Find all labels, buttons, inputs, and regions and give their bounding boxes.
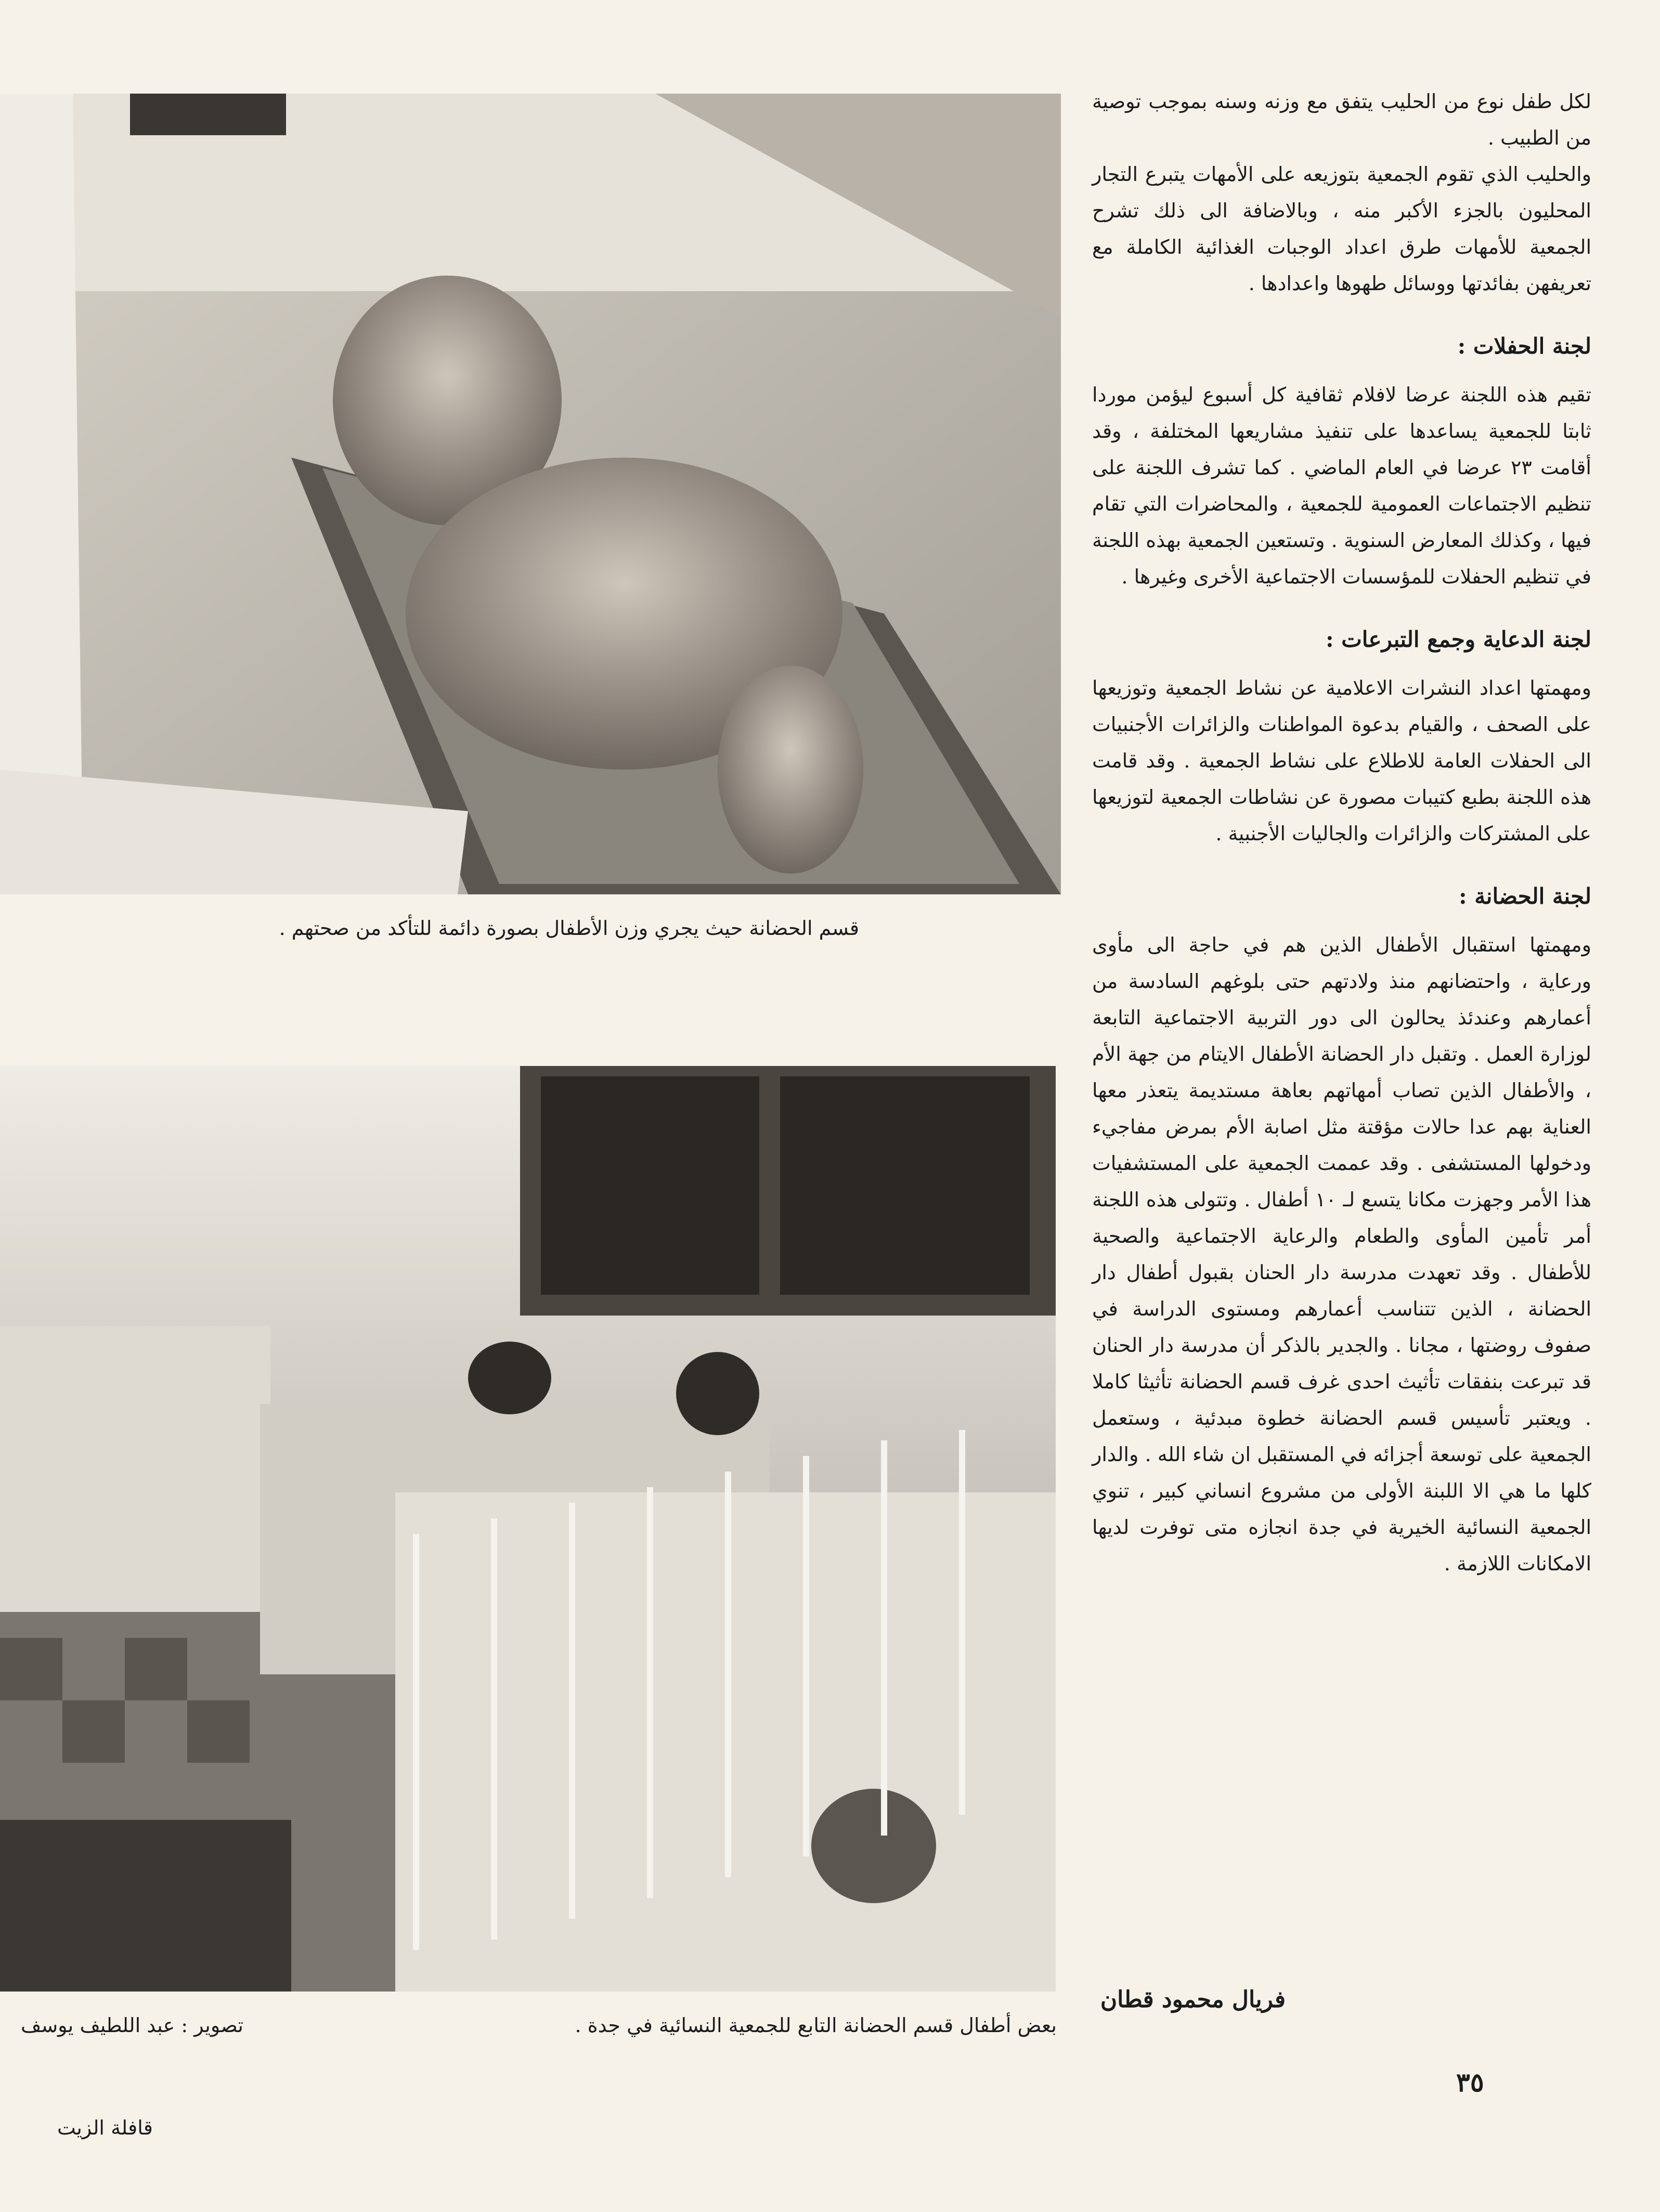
section-heading-nursery: لجنة الحضانة :	[1459, 883, 1591, 909]
caption-top-photo: قسم الحضانة حيث يجري وزن الأطفال بصورة دائمة للتأكد من صحتهم .	[279, 917, 859, 940]
section-body-publicity: ومهمتها اعداد النشرات الاعلامية عن نشاط الجمعية وتوزيعها على الصحف ، والقيام بدعوة المواطنات والزائرات الأجنبيات الى الحفلات العامة للاطلاع على نشاط الجمعية . وقد قامت هذه اللجنة بطبع كتيبات مصورة عن نشاطات الجمعية لتوزيعها على المشتركات والزائرات والجاليات الأجنبية .	[1092, 676, 1591, 845]
photo-baby-on-scale	[0, 94, 1061, 894]
magazine-name: قافلة الزيت	[57, 2116, 153, 2139]
section-body-nursery: ومهمتها استقبال الأطفال الذين هم في حاجة الى مأوى ورعاية ، واحتضانهم منذ ولادتهم حتى بلوغهم السادسة من أعمارهم وعندئذ يحالون الى دور التربية الاجتماعية التابعة لوزارة العمل . وتقبل دار الحضانة الأطفال الايتام من جهة الأم ، والأطفال الذين تصاب أمهاتهم بعاهة مستديمة يتعذر معها العناية بهم عدا حالات مؤقتة مثل اصابة الأم بمرض مفاجيء ودخولها المستشفى . وقد عممت الجمعية على المستشفيات هذا الأمر وجهزت مكانا يتسع لـ ١٠ أطفال . وتتولى هذه اللجنة أمر تأمين المأوى والطعام والرعاية الاجتماعية والصحية للأطفال . وقد تعهدت مدرسة دار الحنان بقبول أطفال دار الحضانة ، الذين تتناسب أعمارهم ومستوى الدراسة في صفوف روضتها ، مجانا . والجدير بالذكر أن مدرسة دار الحنان قد تبرعت بنفقات تأثيث احدى غرف قسم الحضانة تأثيثا كاملا . ويعتبر تأسيس قسم الحضانة خطوة مبدئية ، وستعمل الجمعية على توسعة أجزائه في المستقبل ان شاء الله . والدار كلها ما هي الا اللبنة الأولى من مشروع انساني كبير ، تنوي الجمعية النسائية الخيرية في جدة انجازه متى توفرت لديها الامكانات اللازمة .	[1092, 933, 1592, 1575]
intro-paragraph-1: لكل طفل نوع من الحليب يتفق مع وزنه وسنه بموجب توصية من الطبيب .	[1092, 90, 1591, 149]
page-number: ٣٥	[1456, 2067, 1484, 2098]
photo-nursery-cribs	[0, 1066, 1056, 1992]
section-heading-celebrations: لجنة الحفلات :	[1457, 333, 1591, 359]
caption-bottom-photo: بعض أطفال قسم الحضانة التابع للجمعية النسائية في جدة .	[575, 2014, 1057, 2037]
intro-paragraph-2: والحليب الذي تقوم الجمعية بتوزيعه على الأمهات يتبرع التجار المحليون بالجزء الأكبر منه ، وبالاضافة الى ذلك تشرح الجمعية للأمهات طرق اعداد الوجبات الغذائية الكاملة مع تعريفهن بفائدتها ووسائل طهوها واعدادها .	[1092, 163, 1591, 295]
section-heading-publicity: لجنة الدعاية وجمع التبرعات :	[1326, 627, 1591, 652]
section-body-celebrations: تقيم هذه اللجنة عرضا لافلام ثقافية كل أسبوع ليؤمن موردا ثابتا للجمعية يساعدها على تنفيذ مشاريعها المختلفة ، وقد أقامت ٢٣ عرضا في العام الماضي . كما تشرف اللجنة على تنظيم الاجتماعات العمومية للجمعية ، والمحاضرات التي تقام فيها ، وكذلك المعارض السنوية . وتستعين الجمعية بهذه اللجنة في تنظيم الحفلات للمؤسسات الاجتماعية الأخرى وغيرها .	[1092, 383, 1591, 588]
photo-credit: تصوير : عبد اللطيف يوسف	[21, 2014, 243, 2037]
author-byline: فريال محمود قطان	[1100, 1986, 1286, 2013]
article-body	[1092, 83, 1591, 1582]
